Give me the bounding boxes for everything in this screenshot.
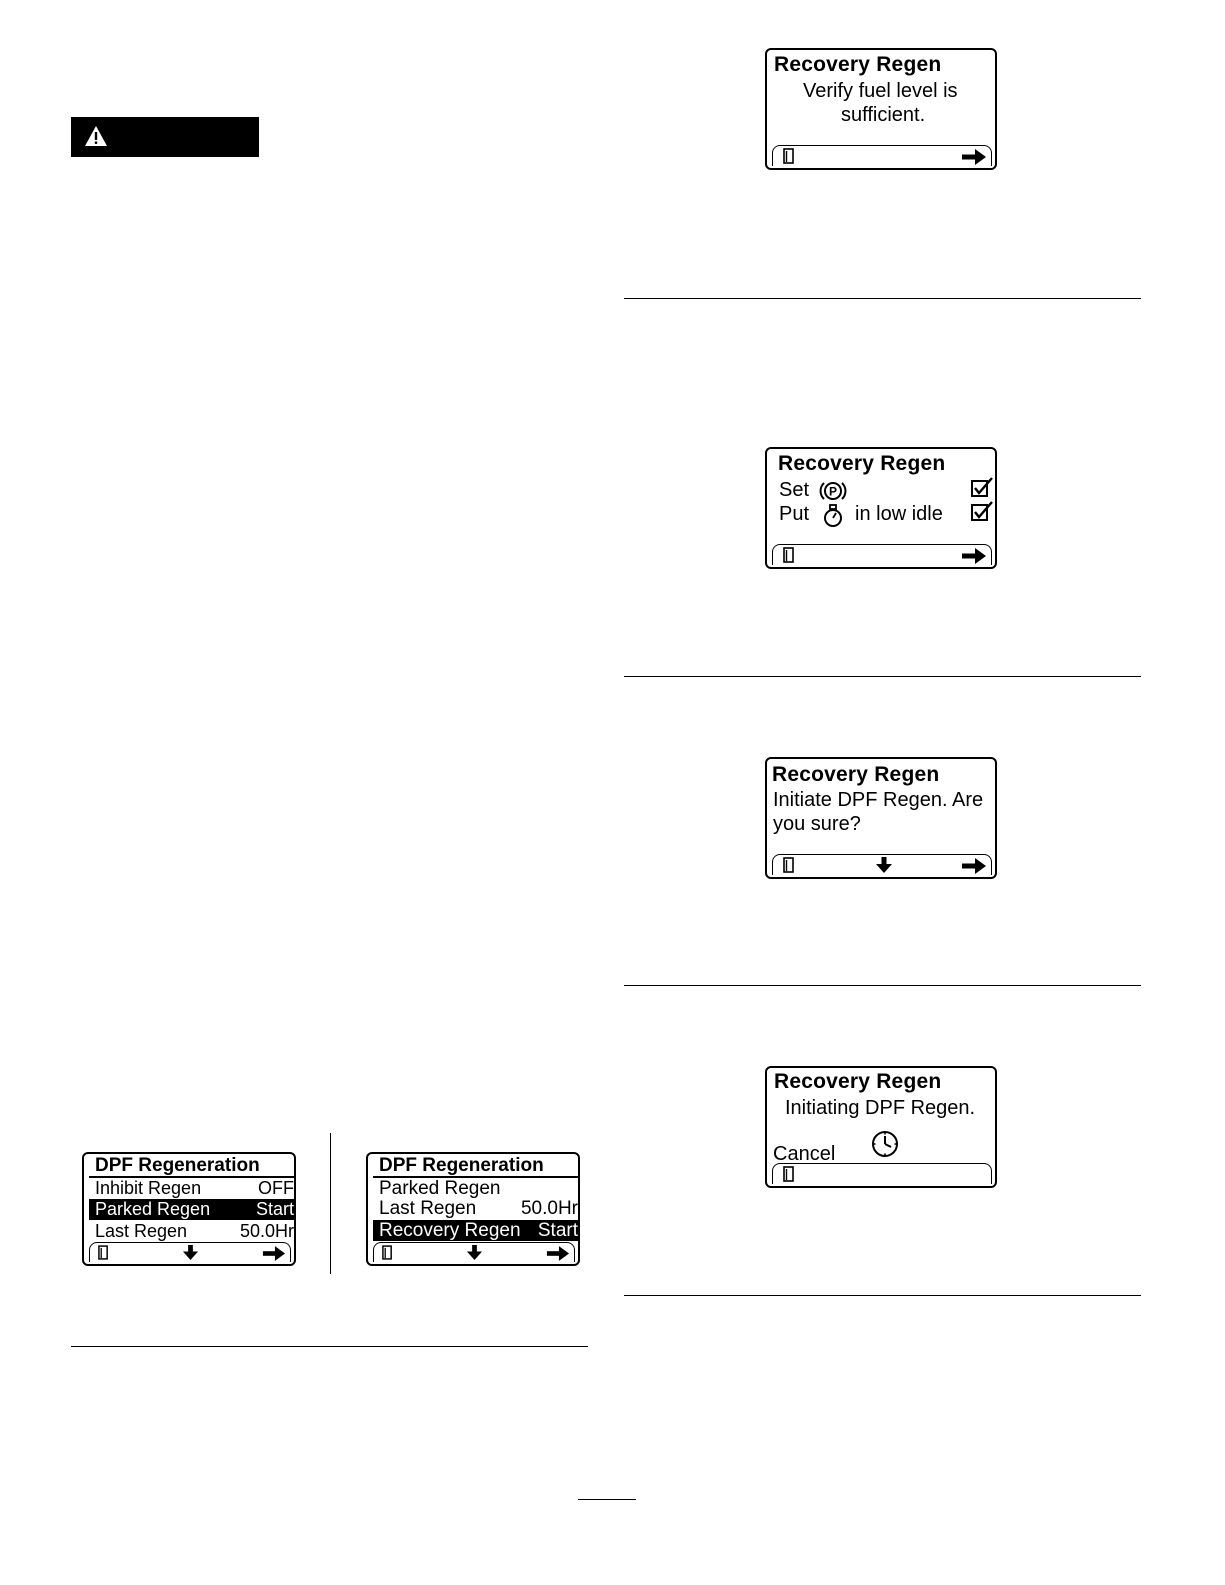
lcd-screen-initiating-regen	[765, 1066, 997, 1188]
parking-brake-icon	[819, 480, 847, 502]
clock-icon	[870, 1129, 900, 1159]
menu-value: 50.0Hr	[520, 1198, 578, 1219]
svg-text:P: P	[828, 484, 838, 499]
menu-value: Start	[255, 1199, 294, 1219]
divider	[71, 1346, 588, 1347]
exit-door-icon[interactable]	[783, 547, 795, 563]
screen-title: Recovery Regen	[774, 53, 942, 76]
arrow-down-icon[interactable]	[466, 1244, 483, 1261]
figure-divider	[330, 1133, 331, 1274]
lcd-screen-verify-fuel	[765, 48, 997, 170]
arrow-right-icon[interactable]	[961, 547, 987, 565]
arrow-down-icon[interactable]	[182, 1244, 199, 1261]
exit-door-icon[interactable]	[783, 148, 795, 164]
menu-value: 50.0Hr	[239, 1221, 294, 1241]
menu-label: Parked Regen	[95, 1199, 211, 1219]
screen-title: Recovery Regen	[774, 1070, 942, 1093]
screen-text: sufficient.	[841, 104, 926, 126]
arrow-down-icon[interactable]	[875, 856, 893, 874]
menu-label: Last Regen	[379, 1198, 477, 1219]
divider	[624, 1295, 1141, 1296]
checkbox-checked-icon	[970, 477, 994, 499]
engine-throttle-icon	[822, 504, 844, 528]
arrow-right-icon[interactable]	[546, 1245, 570, 1262]
screen-footer	[772, 1163, 992, 1184]
divider	[624, 676, 1141, 677]
checkbox-checked-icon	[970, 501, 994, 523]
arrow-right-icon[interactable]	[961, 148, 987, 166]
exit-door-icon[interactable]	[98, 1245, 109, 1260]
screen-footer	[373, 1242, 575, 1262]
screen-title: Recovery Regen	[772, 763, 940, 786]
screen-footer	[772, 544, 992, 565]
screen-title: DPF Regeneration	[89, 1155, 294, 1178]
screen-text: Put	[779, 503, 810, 525]
screen-text: you sure?	[773, 813, 861, 835]
menu-row[interactable]	[89, 1178, 294, 1199]
menu-row[interactable]	[373, 1198, 578, 1219]
divider	[624, 985, 1141, 986]
screen-text: Initiating DPF Regen.	[785, 1097, 976, 1119]
screen-footer	[89, 1242, 291, 1262]
page-number-rule	[578, 1499, 636, 1500]
cancel-label[interactable]: Cancel	[773, 1143, 836, 1165]
menu-row[interactable]	[373, 1178, 578, 1199]
menu-label: Recovery Regen	[379, 1220, 521, 1241]
screen-text: Set	[779, 479, 810, 501]
exit-door-icon[interactable]	[783, 857, 795, 873]
screen-footer	[772, 854, 992, 875]
menu-label: Inhibit Regen	[95, 1178, 202, 1198]
screen-footer	[772, 145, 992, 166]
screen-text: Verify fuel level is	[803, 80, 958, 102]
exit-door-icon[interactable]	[382, 1245, 393, 1260]
divider	[624, 298, 1141, 299]
menu-value: Start	[537, 1220, 578, 1241]
lcd-screen-dpf-menu-a	[82, 1152, 296, 1266]
menu-row[interactable]	[89, 1221, 294, 1242]
menu-label: Parked Regen	[379, 1178, 501, 1199]
menu-label: Last Regen	[95, 1221, 188, 1241]
lcd-screen-dpf-menu-b	[366, 1152, 580, 1266]
exit-door-icon[interactable]	[783, 1166, 795, 1182]
menu-row-selected[interactable]	[373, 1220, 578, 1241]
menu-value: OFF	[258, 1178, 294, 1198]
screen-text: in low idle	[855, 503, 943, 525]
lcd-screen-confirm-regen	[765, 757, 997, 879]
warning-triangle-icon	[84, 125, 108, 147]
lcd-screen-set-conditions	[765, 447, 997, 569]
menu-row-selected[interactable]	[89, 1199, 294, 1220]
screen-title: Recovery Regen	[778, 452, 946, 475]
arrow-right-icon[interactable]	[262, 1245, 286, 1262]
screen-title: DPF Regeneration	[373, 1155, 578, 1178]
screen-text: Initiate DPF Regen. Are	[773, 789, 984, 811]
arrow-right-icon[interactable]	[961, 857, 987, 875]
warning-bar	[71, 117, 259, 157]
